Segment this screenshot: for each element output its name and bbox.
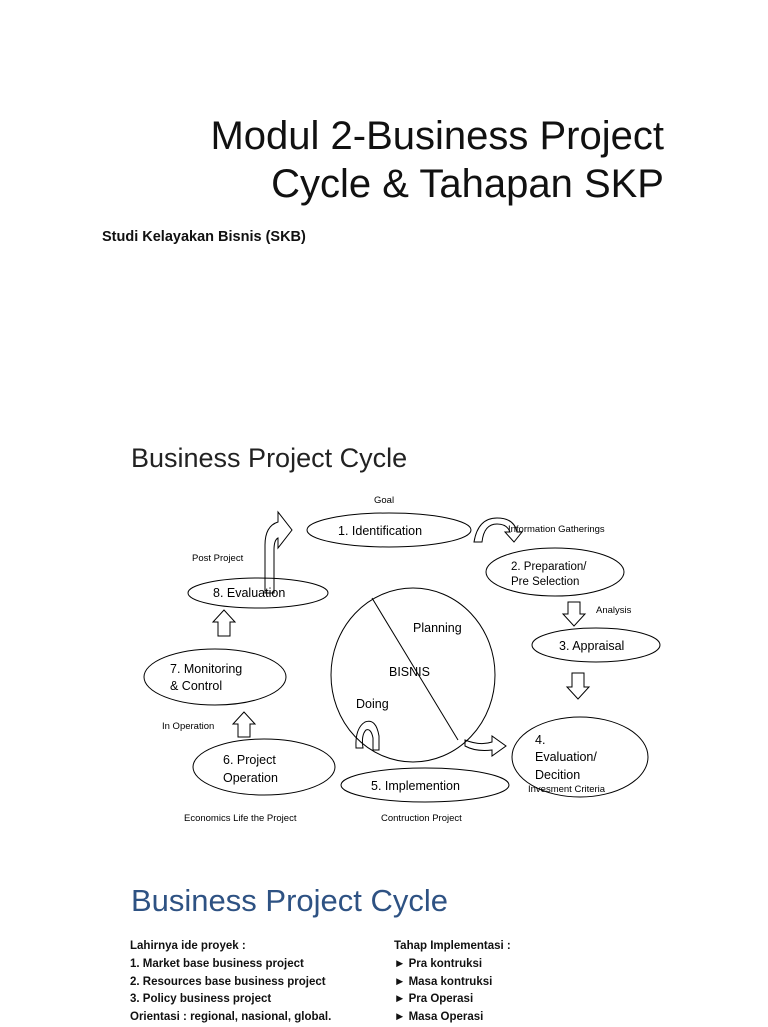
node-label-project-operation-1: 6. Project: [223, 753, 276, 767]
list-item: Lahirnya ide proyek :: [130, 940, 246, 952]
down-arrow-icon: [567, 673, 589, 699]
curved-arrow-icon: [465, 736, 506, 756]
node-label-project-operation-2: Operation: [223, 771, 278, 785]
node-label-evaluation-decition-1: 4.: [535, 733, 546, 747]
bent-up-arrow-icon: [265, 512, 292, 593]
list-item: ► Masa Operasi: [394, 1011, 484, 1024]
node-label-implemention: 5. Implemention: [371, 779, 460, 793]
label-planning: Planning: [413, 621, 462, 635]
node-label-identification: 1. Identification: [338, 524, 423, 538]
down-arrow-icon: [563, 602, 585, 626]
label-bisnis: BISNIS: [389, 665, 430, 679]
project-idea-list: [130, 938, 331, 1027]
implementation-stage-list: [394, 938, 511, 1027]
label-contruction-project: Contruction Project: [381, 813, 462, 824]
up-arrow-icon: [213, 610, 235, 636]
list-item: ► Masa kontruksi: [394, 975, 493, 988]
label-economics-life: Economics Life the Project: [184, 813, 297, 824]
label-invesment-criteria: Invesment Criteria: [528, 784, 606, 795]
label-information-gatherings: Information Gatherings: [508, 524, 605, 535]
list-item: Orientasi : regional, nasional, global.: [130, 1011, 332, 1024]
list-item: 3. Policy business project: [130, 993, 272, 1006]
node-label-evaluation: 8. Evaluation: [213, 586, 286, 600]
diagram-slide-title: Business Project Cycle: [131, 443, 408, 473]
list-slide-title: Business Project Cycle: [131, 883, 449, 918]
node-label-appraisal: 3. Appraisal: [559, 639, 625, 653]
label-post-project: Post Project: [192, 553, 244, 564]
node-label-preparation-1: 2. Preparation/: [511, 561, 587, 573]
list-item: 2. Resources base business project: [130, 975, 326, 988]
up-arrow-icon: [233, 712, 255, 737]
curved-arrow-icon: [356, 721, 379, 750]
node-project-operation: [193, 739, 335, 795]
node-label-preparation-2: Pre Selection: [511, 576, 580, 588]
node-label-evaluation-decition-3: Decition: [535, 768, 581, 782]
list-item: Tahap Implementasi :: [394, 940, 511, 952]
label-analysis: Analysis: [596, 605, 632, 616]
page-title: [104, 112, 664, 208]
title-line-1: Modul 2-Business Project: [210, 114, 664, 158]
node-label-evaluation-decition-2: Evaluation/: [535, 750, 597, 764]
list-item: ► Pra kontruksi: [394, 957, 483, 970]
project-cycle-diagram: [0, 480, 768, 840]
label-in-operation: In Operation: [162, 721, 215, 732]
list-item: ► Pra Operasi: [394, 993, 474, 1006]
title-line-2: Cycle & Tahapan SKP: [271, 162, 664, 206]
subtitle: Studi Kelayakan Bisnis (SKB): [102, 229, 306, 245]
label-doing: Doing: [356, 697, 389, 711]
node-monitoring: [144, 649, 286, 705]
node-label-monitoring-1: 7. Monitoring: [170, 662, 243, 676]
node-label-monitoring-2: & Control: [170, 679, 223, 693]
list-item: 1. Market base business project: [130, 957, 304, 970]
label-goal: Goal: [374, 495, 395, 506]
